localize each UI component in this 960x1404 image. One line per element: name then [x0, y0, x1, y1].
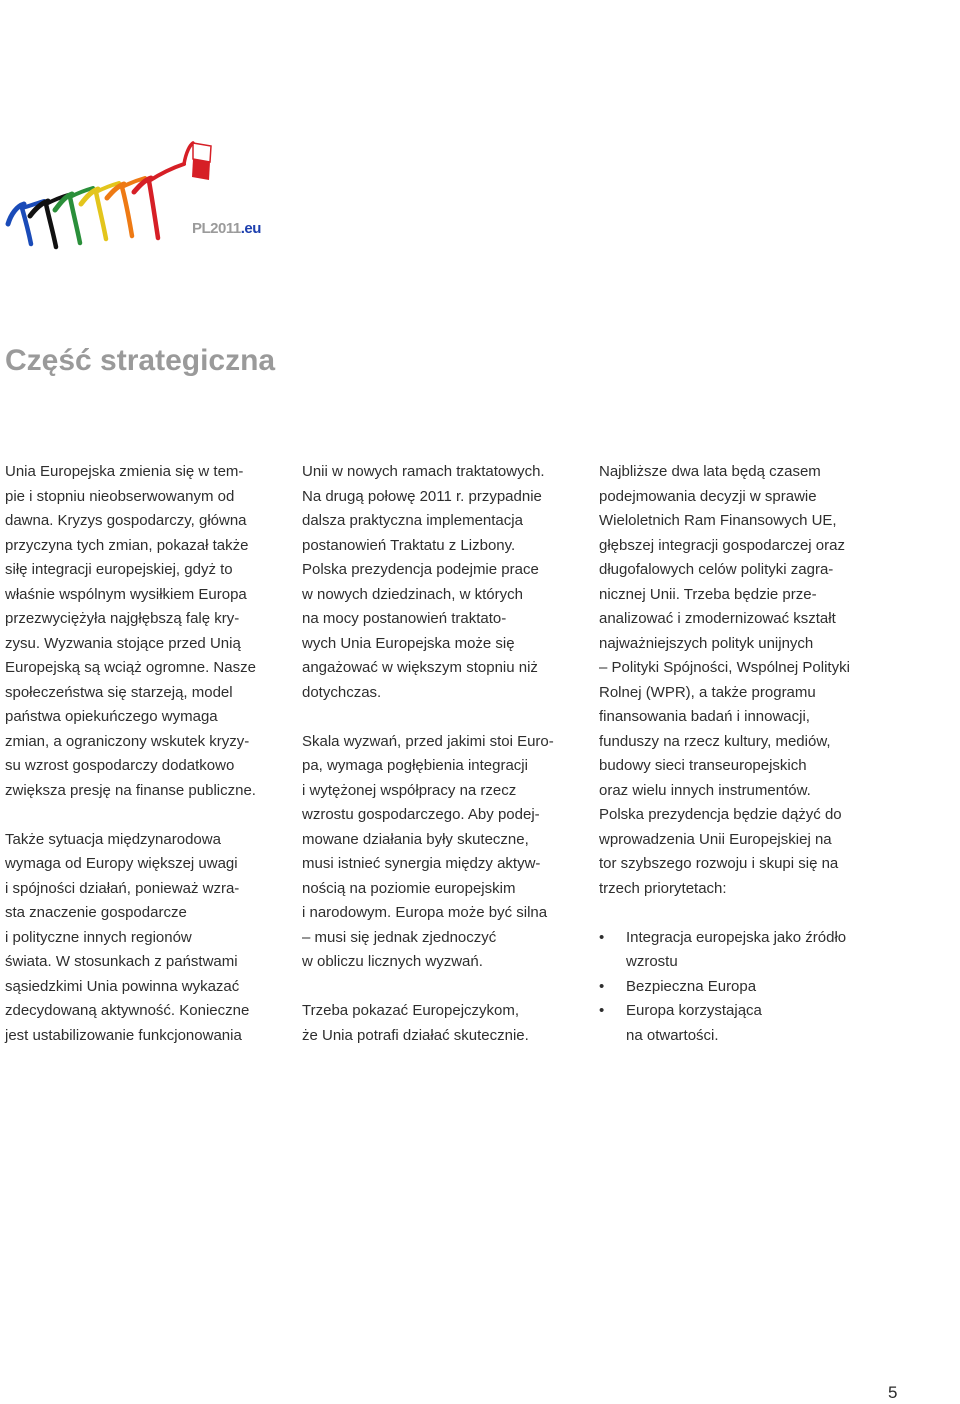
- logo-wordmark: [192, 220, 261, 238]
- list-item-text: Europa korzystająca na otwartości.: [626, 1002, 762, 1044]
- paragraph: Trzeba pokazać Europejczykom, że Unia potrafi działać skutecznie.: [302, 1002, 529, 1044]
- text-column-1: [5, 460, 285, 1048]
- page-title: Część strategiczna: [5, 344, 276, 377]
- list-item: [599, 999, 879, 1048]
- logo-text-pl: PL2011: [192, 220, 241, 237]
- paragraph: Unii w nowych ramach traktatowych. Na drugą połowę 2011 r. przypadnie dalsza praktyczna implementacja postanowień Traktatu z Lizbony. Polska prezydencja podejmie prace w nowych dziedzinach, w których na mocy postanowień traktato- wych Unia Europejska może się angażować w większym stopniu niż dotychczas.: [302, 463, 545, 701]
- text-column-3: [599, 460, 879, 1048]
- logo-text-eu: .eu: [240, 220, 261, 237]
- page-number: 5: [888, 1383, 898, 1402]
- bullet-icon: •: [599, 1002, 605, 1019]
- list-item: [599, 975, 879, 1000]
- paragraph: Także sytuacja międzynarodowa wymaga od Europy większej uwagi i spójności działań, ponieważ wzra- sta znaczenie gospodarcze i polityczne innych regionów świata. W stosunkach z państwami sąsiedzkimi Unia powinna wykazać zdecydowaną aktywność. Konieczne jest ustabilizowanie funkcjonowania: [5, 830, 250, 1044]
- text-column-2: [302, 460, 582, 1048]
- bullet-icon: •: [599, 977, 605, 995]
- paragraph: Unia Europejska zmienia się w tem- pie i stopniu nieobserwowanym od dawna. Kryzys gospodarczy, główna przyczyna tych zmian, pokazał także siłę integracji europejskiej, gdyż to właśnie wspólnym wysiłkiem Europa przezwyciężyła najgłębszą falę kry- zysu. Wyzwania stojące przed Unią Europejską są wciąż ogromne. Nasze społeczeństwa się starzeją, model państwa opiekuńczego wymaga zmian, a ograniczony wskutek kryzy- su wzrost gospodarczy dodatkowo zwiększa presję na finanse publiczne.: [5, 463, 256, 799]
- priorities-list: [599, 926, 879, 1049]
- logo-figures-graphic: [0, 140, 270, 260]
- list-item-text: Bezpieczna Europa: [626, 977, 757, 995]
- paragraph: Skala wyzwań, przed jakimi stoi Euro- pa, wymaga pogłębienia integracji i wytężonej współpracy na rzecz wzrostu gospodarczego. Aby podej- mowane działania były skuteczne, musi istnieć synergia między aktyw- nością na poziomie europejskim i narodowym. Europa może być silna – musi się jednak zjednoczyć w obliczu licznych wyzwań.: [302, 732, 554, 970]
- list-item-text: Integracja europejska jako źródło wzrostu: [626, 928, 847, 970]
- paragraph: Najbliższe dwa lata będą czasem podejmowania decyzji w sprawie Wieloletnich Ram Finansowych UE, głębszej integracji gospodarczej oraz długofalowych celów polityki zagra- nicznej Unii. Trzeba będzie prze- analizować i zmodernizować kształt najważniejszych polityk unijnych – Polityki Spójności, Wspólnej Polityki Rolnej (WPR), a także programu finansowania badań i innowacji, funduszy na rzecz kultury, mediów, budowy sieci transeuropejskich oraz wielu innych instrumentów. Polska prezydencja będzie dążyć do wprowadzenia Unii Europejskiej na tor szybszego rozwoju i skupi się na trzech priorytetach:: [599, 463, 850, 897]
- list-item: [599, 926, 879, 975]
- presidency-logo: [0, 140, 270, 260]
- bullet-icon: •: [599, 928, 605, 946]
